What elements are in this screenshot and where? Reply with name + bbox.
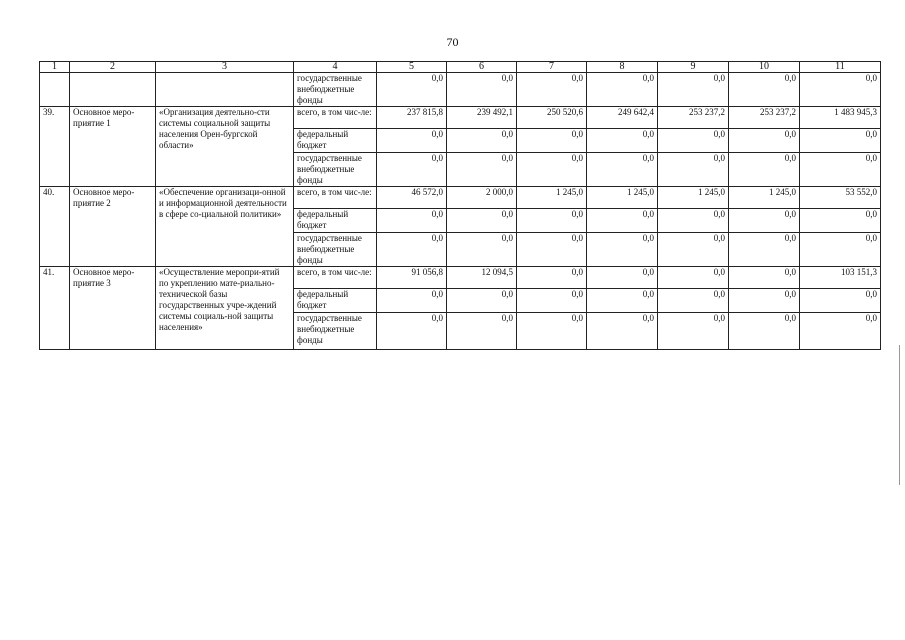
empty-cell [40, 73, 70, 107]
value-cell: 0,0 [447, 153, 517, 187]
value-cell: 0,0 [517, 233, 587, 267]
column-header-10: 10 [729, 62, 800, 73]
value-cell: 249 642,4 [587, 107, 658, 129]
value-cell: 0,0 [658, 233, 729, 267]
value-cell: 0,0 [447, 289, 517, 313]
value-cell: 250 520,6 [517, 107, 587, 129]
funding-source: государственные внебюджетные фонды [294, 153, 377, 187]
value-cell: 0,0 [517, 153, 587, 187]
value-cell: 0,0 [377, 129, 447, 153]
value-cell: 0,0 [517, 289, 587, 313]
value-cell: 0,0 [517, 267, 587, 289]
value-cell: 91 056,8 [377, 267, 447, 289]
column-header-7: 7 [517, 62, 587, 73]
value-cell: 0,0 [800, 153, 881, 187]
row-number: 39. [40, 107, 70, 187]
header-row [40, 62, 881, 73]
value-cell: 0,0 [587, 233, 658, 267]
value-cell: 0,0 [800, 289, 881, 313]
value-cell: 0,0 [587, 267, 658, 289]
value-cell: 0,0 [800, 233, 881, 267]
value-cell: 1 245,0 [587, 187, 658, 209]
value-cell: 1 483 945,3 [800, 107, 881, 129]
scan-margin-line [899, 345, 900, 485]
value-cell: 0,0 [800, 209, 881, 233]
funding-source: федеральный бюджет [294, 209, 377, 233]
value-cell: 0,0 [517, 313, 587, 350]
value-cell: 0,0 [377, 289, 447, 313]
value-cell: 0,0 [377, 209, 447, 233]
value-cell: 0,0 [587, 129, 658, 153]
measure-description: «Организация деятельно-сти системы социальной защиты населения Орен-бургской области» [156, 107, 294, 187]
value-cell: 46 572,0 [377, 187, 447, 209]
value-cell: 0,0 [447, 129, 517, 153]
table-row [40, 187, 881, 209]
column-header-8: 8 [587, 62, 658, 73]
table-row [40, 107, 881, 129]
value-cell: 0,0 [517, 73, 587, 107]
measure-name: Основное меро-приятие 3 [70, 267, 156, 350]
value-cell: 253 237,2 [729, 107, 800, 129]
value-cell: 0,0 [587, 209, 658, 233]
value-cell: 0,0 [517, 209, 587, 233]
value-cell: 0,0 [447, 233, 517, 267]
value-cell: 0,0 [658, 313, 729, 350]
funding-source: государственные внебюджетные фонды [294, 233, 377, 267]
value-cell: 0,0 [377, 313, 447, 350]
value-cell: 0,0 [800, 313, 881, 350]
value-cell: 0,0 [587, 289, 658, 313]
column-header-1: 1 [40, 62, 70, 73]
column-header-5: 5 [377, 62, 447, 73]
value-cell: 0,0 [800, 129, 881, 153]
value-cell: 0,0 [517, 129, 587, 153]
empty-cell [156, 73, 294, 107]
table-row [40, 73, 881, 107]
value-cell: 0,0 [377, 153, 447, 187]
table-body [40, 62, 881, 350]
value-cell: 0,0 [447, 209, 517, 233]
row-number: 41. [40, 267, 70, 350]
value-cell: 0,0 [377, 233, 447, 267]
column-header-6: 6 [447, 62, 517, 73]
empty-cell [70, 73, 156, 107]
value-cell: 0,0 [800, 73, 881, 107]
funding-source: федеральный бюджет [294, 289, 377, 313]
value-cell: 1 245,0 [517, 187, 587, 209]
value-cell: 239 492,1 [447, 107, 517, 129]
value-cell: 53 552,0 [800, 187, 881, 209]
value-cell: 0,0 [658, 267, 729, 289]
value-cell: 0,0 [447, 73, 517, 107]
value-cell: 0,0 [658, 209, 729, 233]
column-header-4: 4 [294, 62, 377, 73]
column-header-11: 11 [800, 62, 881, 73]
table-row [40, 267, 881, 289]
funding-source: всего, в том чис-ле: [294, 187, 377, 209]
value-cell: 1 245,0 [729, 187, 800, 209]
funding-source: государственные внебюджетные фонды [294, 313, 377, 350]
funding-source: государственные внебюджетные фонды [294, 73, 377, 107]
value-cell: 12 094,5 [447, 267, 517, 289]
value-cell: 0,0 [587, 73, 658, 107]
funding-source: федеральный бюджет [294, 129, 377, 153]
value-cell: 0,0 [658, 153, 729, 187]
value-cell: 0,0 [729, 129, 800, 153]
financing-table [39, 61, 881, 350]
value-cell: 0,0 [729, 267, 800, 289]
value-cell: 0,0 [587, 153, 658, 187]
value-cell: 2 000,0 [447, 187, 517, 209]
value-cell: 253 237,2 [658, 107, 729, 129]
column-header-9: 9 [658, 62, 729, 73]
value-cell: 0,0 [658, 73, 729, 107]
value-cell: 0,0 [658, 289, 729, 313]
row-number: 40. [40, 187, 70, 267]
value-cell: 0,0 [447, 313, 517, 350]
value-cell: 0,0 [587, 313, 658, 350]
measure-description: «Обеспечение организаци-онной и информационной деятельности в сфере со-циальной политики» [156, 187, 294, 267]
measure-description: «Осуществление меропри-ятий по укреплению мате-риально-технической базы государственных учре-ждений системы социаль-ной защиты населения» [156, 267, 294, 350]
value-cell: 0,0 [729, 209, 800, 233]
funding-source: всего, в том чис-ле: [294, 267, 377, 289]
value-cell: 0,0 [729, 153, 800, 187]
value-cell: 0,0 [729, 289, 800, 313]
measure-name: Основное меро-приятие 2 [70, 187, 156, 267]
value-cell: 1 245,0 [658, 187, 729, 209]
measure-name: Основное меро-приятие 1 [70, 107, 156, 187]
value-cell: 0,0 [658, 129, 729, 153]
value-cell: 0,0 [377, 73, 447, 107]
value-cell: 0,0 [729, 73, 800, 107]
page-number: 70 [446, 35, 459, 49]
column-header-3: 3 [156, 62, 294, 73]
value-cell: 103 151,3 [800, 267, 881, 289]
value-cell: 237 815,8 [377, 107, 447, 129]
funding-source: всего, в том чис-ле: [294, 107, 377, 129]
value-cell: 0,0 [729, 233, 800, 267]
value-cell: 0,0 [729, 313, 800, 350]
column-header-2: 2 [70, 62, 156, 73]
